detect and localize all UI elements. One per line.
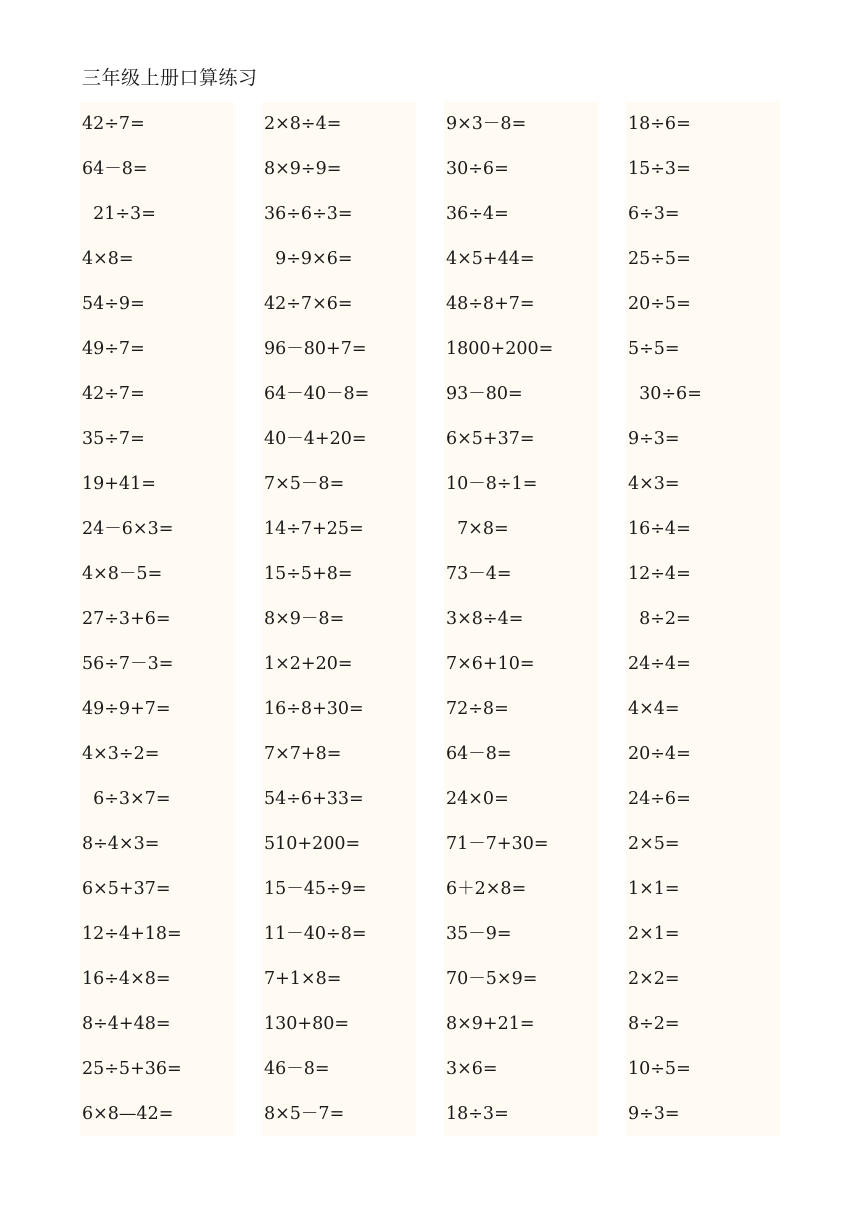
arithmetic-problem: 8×5－7= [264, 1104, 345, 1124]
arithmetic-problem: 24÷6= [628, 789, 691, 809]
arithmetic-problem: 2×1= [628, 924, 680, 944]
arithmetic-problem: 20÷4= [628, 744, 691, 764]
arithmetic-problem: 20÷5= [628, 294, 691, 314]
arithmetic-problem: 1×2+20= [264, 654, 353, 674]
arithmetic-problem: 30÷6= [628, 384, 702, 404]
arithmetic-problem: 8×9－8= [264, 609, 345, 629]
arithmetic-problem: 8×9÷9= [264, 159, 342, 179]
arithmetic-problem: 3×6= [446, 1059, 498, 1079]
arithmetic-problem: 2×5= [628, 834, 680, 854]
arithmetic-problem: 48÷8+7= [446, 294, 535, 314]
arithmetic-problem: 14÷7+25= [264, 519, 364, 539]
arithmetic-problem: 36÷4= [446, 204, 509, 224]
arithmetic-problem: 2×8÷4= [264, 114, 342, 134]
arithmetic-problem: 93－80= [446, 384, 523, 404]
arithmetic-problem: 10－8÷1= [446, 474, 538, 494]
arithmetic-problem: 6＋2×8= [446, 879, 527, 899]
arithmetic-problem: 1×1= [628, 879, 680, 899]
arithmetic-problem: 36÷6÷3= [264, 204, 353, 224]
arithmetic-problem: 72÷8= [446, 699, 509, 719]
arithmetic-problem: 40－4+20= [264, 429, 367, 449]
problem-column-2 [262, 102, 416, 1136]
arithmetic-problem: 35÷7= [82, 429, 145, 449]
arithmetic-problem: 15÷3= [628, 159, 691, 179]
arithmetic-problem: 4×8－5= [82, 564, 163, 584]
arithmetic-problem: 12÷4= [628, 564, 691, 584]
arithmetic-problem: 4×8= [82, 249, 134, 269]
arithmetic-problem: 8÷2= [628, 609, 691, 629]
arithmetic-problem: 11－40÷8= [264, 924, 367, 944]
arithmetic-problem: 6×5+37= [82, 879, 171, 899]
arithmetic-problem: 16÷4×8= [82, 969, 171, 989]
arithmetic-problem: 8÷4+48= [82, 1014, 171, 1034]
arithmetic-problem: 24÷4= [628, 654, 691, 674]
arithmetic-problem: 9÷3= [628, 1104, 680, 1124]
arithmetic-problem: 12÷4+18= [82, 924, 182, 944]
problem-column-1 [80, 102, 234, 1136]
arithmetic-problem: 49÷9+7= [82, 699, 171, 719]
arithmetic-problem: 24－6×3= [82, 519, 174, 539]
arithmetic-problem: 64－8= [446, 744, 512, 764]
arithmetic-problem: 96－80+7= [264, 339, 367, 359]
arithmetic-problem: 19+41= [82, 474, 156, 494]
arithmetic-problem: 9×3－8= [446, 114, 527, 134]
arithmetic-problem: 73－4= [446, 564, 512, 584]
arithmetic-problem: 15－45÷9= [264, 879, 367, 899]
arithmetic-problem: 64－40－8= [264, 384, 370, 404]
arithmetic-problem: 18÷3= [446, 1104, 509, 1124]
arithmetic-problem: 4×3= [628, 474, 680, 494]
arithmetic-problem: 30÷6= [446, 159, 509, 179]
arithmetic-problem: 4×3÷2= [82, 744, 160, 764]
arithmetic-problem: 64－8= [82, 159, 148, 179]
arithmetic-problem: 6÷3×7= [82, 789, 171, 809]
arithmetic-problem: 56÷7－3= [82, 654, 174, 674]
arithmetic-problem: 8÷2= [628, 1014, 680, 1034]
arithmetic-problem: 8÷4×3= [82, 834, 160, 854]
arithmetic-problem: 7×8= [446, 519, 509, 539]
arithmetic-problem: 1800+200= [446, 339, 554, 359]
arithmetic-problem: 9÷3= [628, 429, 680, 449]
arithmetic-problem: 5÷5= [628, 339, 680, 359]
arithmetic-problem: 7+1×8= [264, 969, 342, 989]
arithmetic-problem: 2×2= [628, 969, 680, 989]
arithmetic-problem: 510+200= [264, 834, 361, 854]
arithmetic-problem: 46－8= [264, 1059, 330, 1079]
arithmetic-problem: 16÷4= [628, 519, 691, 539]
arithmetic-problem: 18÷6= [628, 114, 691, 134]
arithmetic-problem: 7×7+8= [264, 744, 342, 764]
arithmetic-problem: 42÷7×6= [264, 294, 353, 314]
arithmetic-problem: 70－5×9= [446, 969, 538, 989]
arithmetic-problem: 71－7+30= [446, 834, 549, 854]
problem-column-3 [444, 102, 598, 1136]
arithmetic-problem: 3×8÷4= [446, 609, 524, 629]
arithmetic-problem: 7×6+10= [446, 654, 535, 674]
arithmetic-problem: 54÷9= [82, 294, 145, 314]
arithmetic-problem: 9÷9×6= [264, 249, 353, 269]
page-title: 三年级上册口算练习 [82, 67, 258, 89]
arithmetic-problem: 15÷5+8= [264, 564, 353, 584]
arithmetic-problem: 25÷5= [628, 249, 691, 269]
arithmetic-problem: 27÷3+6= [82, 609, 171, 629]
arithmetic-problem: 6×8—42= [82, 1104, 174, 1124]
arithmetic-problem: 25÷5+36= [82, 1059, 182, 1079]
arithmetic-problem: 4×4= [628, 699, 680, 719]
arithmetic-problem: 7×5－8= [264, 474, 345, 494]
arithmetic-problem: 24×0= [446, 789, 509, 809]
arithmetic-problem: 16÷8+30= [264, 699, 364, 719]
arithmetic-problem: 8×9+21= [446, 1014, 535, 1034]
arithmetic-problem: 54÷6+33= [264, 789, 364, 809]
arithmetic-problem: 42÷7= [82, 114, 145, 134]
arithmetic-problem: 10÷5= [628, 1059, 691, 1079]
arithmetic-problem: 35－9= [446, 924, 512, 944]
arithmetic-problem: 130+80= [264, 1014, 349, 1034]
arithmetic-problem: 49÷7= [82, 339, 145, 359]
arithmetic-problem: 6÷3= [628, 204, 680, 224]
arithmetic-problem: 21÷3= [82, 204, 156, 224]
arithmetic-problem: 6×5+37= [446, 429, 535, 449]
arithmetic-problem: 42÷7= [82, 384, 145, 404]
arithmetic-problem: 4×5+44= [446, 249, 535, 269]
problem-column-4 [626, 102, 780, 1136]
